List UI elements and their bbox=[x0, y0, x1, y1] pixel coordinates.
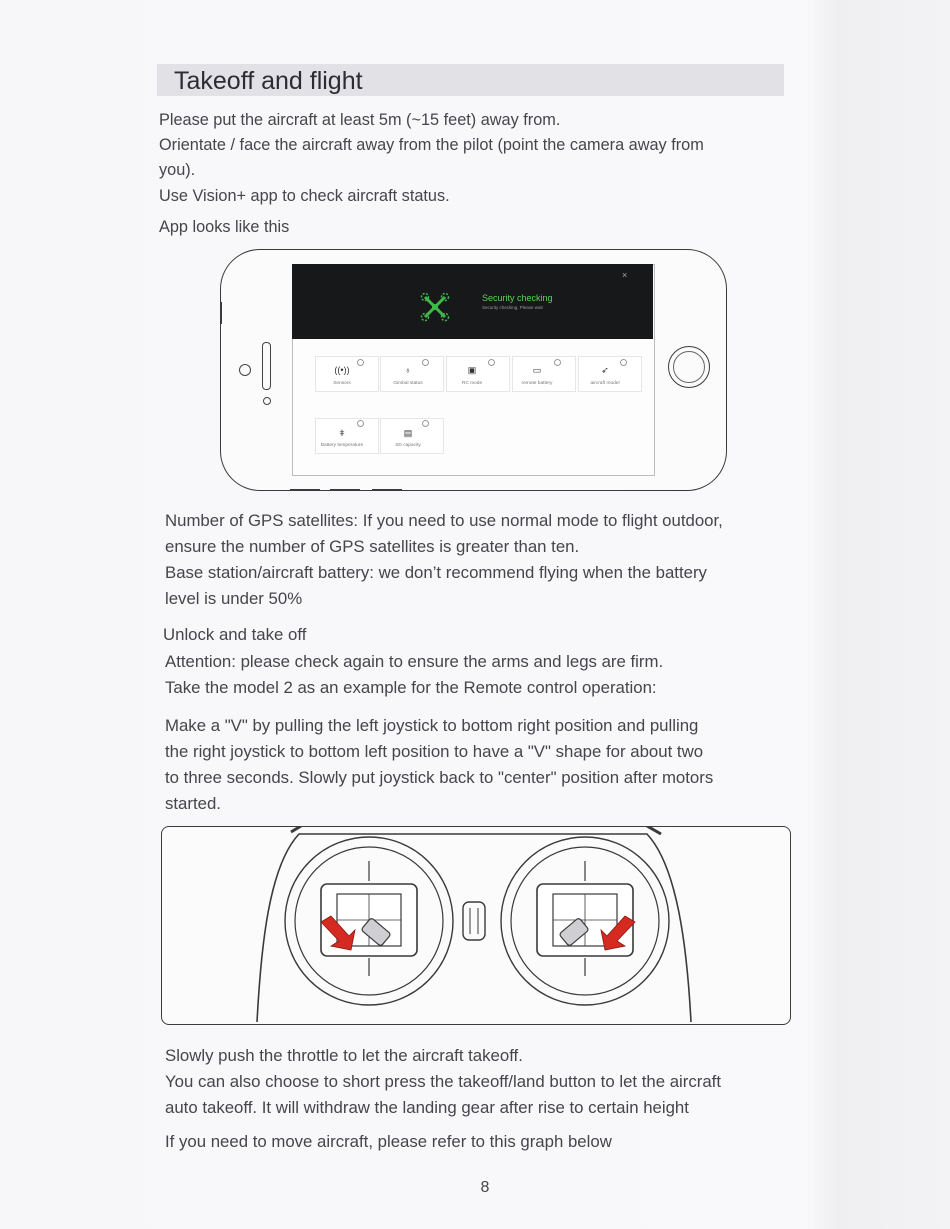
intro-line: Orientate / face the aircraft away from the pilot (point the camera away from bbox=[159, 136, 704, 154]
phone-power-button bbox=[372, 489, 402, 491]
battery-icon: ▭ bbox=[532, 365, 542, 375]
outro-line: If you need to move aircraft, please refer to this graph below bbox=[165, 1132, 612, 1151]
security-check-title: Security checking bbox=[482, 293, 553, 303]
v-instruction-line: started. bbox=[165, 794, 221, 813]
tile-label: Sensors bbox=[333, 381, 351, 386]
gps-note-line: level is under 50% bbox=[165, 589, 303, 608]
gps-note-line: ensure the number of GPS satellites is greater than ten. bbox=[165, 537, 580, 556]
tile-label: Gimbal status bbox=[393, 381, 423, 386]
intro-line: Use Vision+ app to check aircraft status. bbox=[159, 187, 450, 205]
tile-label: SD capacity bbox=[395, 443, 421, 448]
takeoff-land-button[interactable] bbox=[458, 899, 488, 943]
attention-note: Attention: please check again to ensure the arms and legs are firm. bbox=[165, 652, 664, 671]
intro-line: App looks like this bbox=[159, 218, 290, 236]
drone-check-icon bbox=[420, 292, 450, 322]
outro-line: auto takeoff. It will withdraw the landing gear after rise to certain height bbox=[165, 1098, 689, 1117]
v-instruction-line: Make a "V" by pulling the left joystick to bottom right position and pulling bbox=[165, 716, 699, 735]
right-joystick[interactable] bbox=[553, 908, 597, 948]
home-button-ring bbox=[673, 351, 705, 383]
phone-side-button bbox=[220, 302, 222, 324]
close-icon[interactable]: × bbox=[622, 270, 628, 280]
thermometer-icon: ǂ bbox=[339, 428, 345, 438]
page-number: 8 bbox=[480, 1179, 490, 1196]
tile-label: remote battery bbox=[521, 381, 553, 386]
phone-volume-button bbox=[290, 489, 320, 491]
gps-note-line: Base station/aircraft battery: we don’t recommend flying when the battery bbox=[165, 563, 707, 582]
left-joystick[interactable] bbox=[313, 908, 357, 948]
tile-label: aircraft model bbox=[590, 381, 620, 386]
gimbal-icon: ♁ bbox=[404, 365, 412, 375]
phone-speaker-icon bbox=[262, 342, 271, 390]
controller-icon: ▣ bbox=[467, 365, 477, 375]
intro-line: you). bbox=[159, 161, 196, 179]
v-instruction-line: to three seconds. Slowly put joystick back to "center" position after motors bbox=[165, 768, 714, 787]
phone-volume-button bbox=[330, 489, 360, 491]
section-heading: Takeoff and flight bbox=[174, 67, 363, 95]
tile-label: RC mode bbox=[461, 381, 483, 386]
model-note: Take the model 2 as an example for the Remote control operation: bbox=[165, 678, 657, 697]
outro-line: You can also choose to short press the takeoff/land button to let the aircraft bbox=[165, 1072, 722, 1091]
intro-line: Please put the aircraft at least 5m (~15 feet) away from. bbox=[159, 111, 561, 129]
sd-card-icon: ▤ bbox=[403, 428, 413, 438]
phone-sensor-icon bbox=[239, 364, 251, 376]
aircraft-icon: ➶ bbox=[601, 365, 609, 375]
v-instruction-line: the right joystick to bottom left position to have a "V" shape for about two bbox=[165, 742, 704, 761]
sensor-icon: ((•)) bbox=[334, 365, 350, 375]
outro-line: Slowly push the throttle to let the aircraft takeoff. bbox=[165, 1046, 523, 1065]
status-dot-icon bbox=[422, 420, 429, 427]
tile-label: Battery temperature bbox=[320, 443, 364, 448]
phone-camera-icon bbox=[263, 397, 271, 405]
status-dot-icon bbox=[357, 420, 364, 427]
app-status-header bbox=[292, 264, 653, 339]
security-check-subtitle: Security checking, Please wait bbox=[482, 305, 543, 310]
gps-note-line: Number of GPS satellites: If you need to use normal mode to flight outdoor, bbox=[165, 511, 723, 530]
unlock-heading: Unlock and take off bbox=[163, 625, 307, 644]
